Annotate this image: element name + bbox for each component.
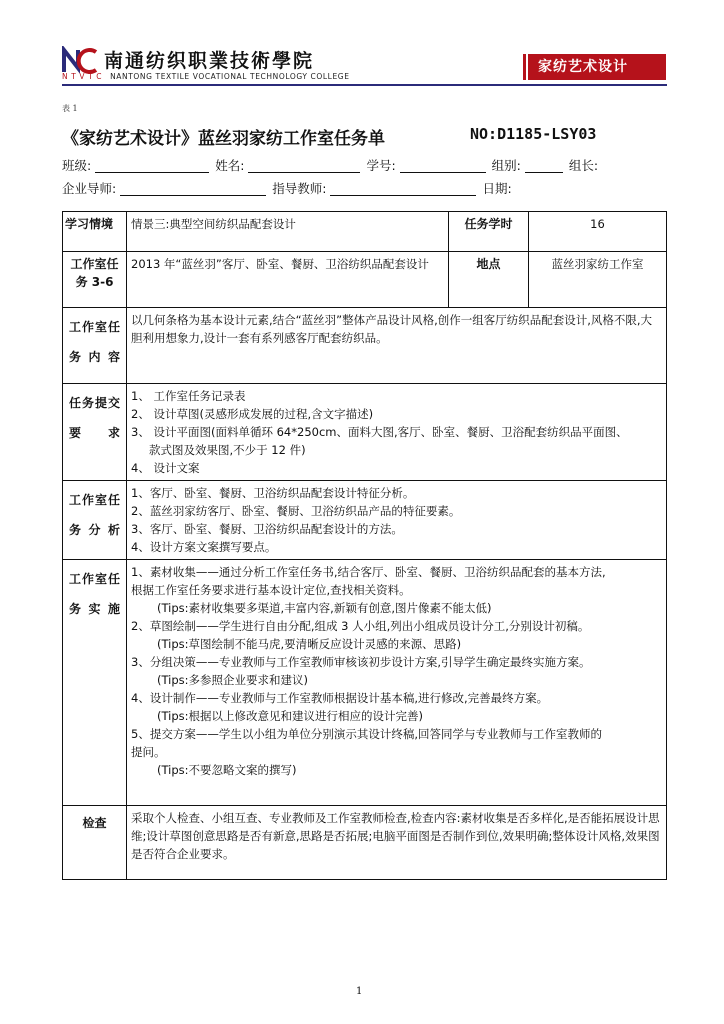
location-label: 地点 bbox=[449, 252, 529, 308]
document-number: NO:D1185-LSY03 bbox=[470, 125, 597, 143]
studio-task-label: 工作室任务 3-6 bbox=[63, 252, 127, 308]
list-item: 根据工作室任务要求进行基本设计定位,查找相关资料。 bbox=[131, 583, 411, 597]
mentor-info-row bbox=[62, 179, 512, 197]
task-content-value: 以几何条格为基本设计元素,结合“蓝丝羽”整体产品设计风格,创作一组客厅纺织品配套设计,风格不限,大胆利用想象力,设计一套有系列感客厅配套纺织品。 bbox=[127, 308, 667, 384]
list-item: 3、客厅、卧室、餐厨、卫浴纺织品配套设计的方法。 bbox=[131, 522, 403, 536]
list-item: 4、设计方案文案撰写要点。 bbox=[131, 540, 277, 554]
task-implementation-list bbox=[127, 560, 667, 806]
tip-item: (Tips:根据以上修改意见和建议进行相应的设计完善) bbox=[157, 709, 424, 723]
enterprise-mentor-field[interactable]: 企业导师: bbox=[62, 179, 272, 197]
row-task-analysis bbox=[63, 481, 667, 560]
submission-requirements-list bbox=[127, 384, 667, 481]
header-divider bbox=[62, 84, 667, 86]
list-item: 3、 设计平面图(面料单循环 64*250cm、面料大图,客厅、卧室、餐厨、卫浴配套纺织品平面图、 bbox=[131, 425, 628, 439]
learning-context-value: 情景三:典型空间纺织品配套设计 bbox=[127, 212, 449, 252]
task-analysis-list bbox=[127, 481, 667, 560]
task-analysis-label: 工作室任务分析 bbox=[63, 481, 127, 560]
row-submission-requirements bbox=[63, 384, 667, 481]
task-content-label: 工作室任务内容 bbox=[63, 308, 127, 384]
submission-requirements-label: 任务提交要求 bbox=[63, 384, 127, 481]
task-table bbox=[62, 211, 667, 880]
course-tag: 家纺艺术设计 bbox=[528, 54, 666, 80]
row-task-content bbox=[63, 308, 667, 384]
date-field[interactable]: 日期: bbox=[482, 181, 512, 196]
table-label: 表 1 bbox=[62, 104, 78, 113]
row-task-implementation bbox=[63, 560, 667, 806]
list-item: 1、 工作室任务记录表 bbox=[131, 389, 246, 403]
list-item: 提问。 bbox=[131, 745, 166, 759]
tip-item: (Tips:多参照企业要求和建议) bbox=[157, 673, 309, 687]
list-item: 1、客厅、卧室、餐厨、卫浴纺织品配套设计特征分析。 bbox=[131, 486, 415, 500]
location-value: 蓝丝羽家纺工作室 bbox=[529, 252, 667, 308]
school-name-en bbox=[62, 72, 350, 81]
tip-item: (Tips:草图绘制不能马虎,要清晰反应设计灵感的来源、思路) bbox=[157, 637, 462, 651]
list-item: 3、分组决策——专业教师与工作室教师审核该初步设计方案,引导学生确定最终实施方案。 bbox=[131, 655, 591, 669]
student-id-field[interactable]: 学号: bbox=[366, 156, 491, 174]
page-number: 1 bbox=[356, 986, 363, 997]
list-item: 2、 设计草图(灵感形成发展的过程,含文字描述) bbox=[131, 407, 374, 421]
student-info-row bbox=[62, 156, 616, 174]
row-studio-task bbox=[63, 252, 667, 308]
inspection-value: 采取个人检查、小组互查、专业教师及工作室教师检查,检查内容:素材收集是否多样化,是否能拓展设计思维;设计草图创意思路是否有新意,思路是否拓展;电脑平面图是否制作到位,效果明确;整体设计风格,效果图是否符合企业要求。 bbox=[127, 806, 667, 880]
task-hours-value: 16 bbox=[529, 212, 667, 252]
list-item: 款式图及效果图,不少于 12 件) bbox=[149, 443, 306, 457]
task-implementation-label: 工作室任务实施 bbox=[63, 560, 127, 806]
school-abbr: N T V T C bbox=[62, 72, 103, 81]
tip-item: (Tips:素材收集要多渠道,丰富内容,新颖有创意,图片像素不能太低) bbox=[157, 601, 492, 615]
list-item: 4、 设计文案 bbox=[131, 461, 200, 475]
document-title: 《家纺艺术设计》蓝丝羽家纺工作室任务单 bbox=[62, 129, 385, 149]
learning-context-label: 学习情境 bbox=[63, 212, 127, 252]
studio-task-value: 2013 年“蓝丝羽”客厅、卧室、餐厨、卫浴纺织品配套设计 bbox=[127, 252, 449, 308]
tip-item: (Tips:不要忽略文案的撰写) bbox=[157, 763, 297, 777]
school-name-en-text: NANTONG TEXTILE VOCATIONAL TECHNOLOGY COLLEGE bbox=[110, 72, 350, 81]
inspection-label: 检查 bbox=[63, 806, 127, 880]
row-learning-context bbox=[63, 212, 667, 252]
group-field[interactable]: 组别: bbox=[492, 156, 569, 174]
task-hours-label: 任务学时 bbox=[449, 212, 529, 252]
group-leader-field[interactable]: 组长: bbox=[568, 158, 599, 173]
list-item: 4、设计制作——专业教师与工作室教师根据设计基本稿,进行修改,完善最终方案。 bbox=[131, 691, 549, 705]
school-name-cn: 南通纺织职業技術學院 bbox=[104, 50, 315, 72]
class-field[interactable]: 班级: bbox=[62, 156, 215, 174]
list-item: 5、提交方案——学生以小组为单位分别演示其设计终稿,回答同学与专业教师与工作室教师的 bbox=[131, 727, 602, 741]
name-field[interactable]: 姓名: bbox=[215, 156, 366, 174]
list-item: 1、素材收集——通过分析工作室任务书,结合客厅、卧室、餐厨、卫浴纺织品配套的基本方法, bbox=[131, 565, 606, 579]
list-item: 2、蓝丝羽家纺客厅、卧室、餐厨、卫浴纺织品产品的特征要素。 bbox=[131, 504, 461, 518]
instructor-field[interactable]: 指导教师: bbox=[272, 179, 482, 197]
row-inspection bbox=[63, 806, 667, 880]
list-item: 2、草图绘制——学生进行自由分配,组成 3 人小组,列出小组成员设计分工,分别设计初稿。 bbox=[131, 619, 590, 633]
